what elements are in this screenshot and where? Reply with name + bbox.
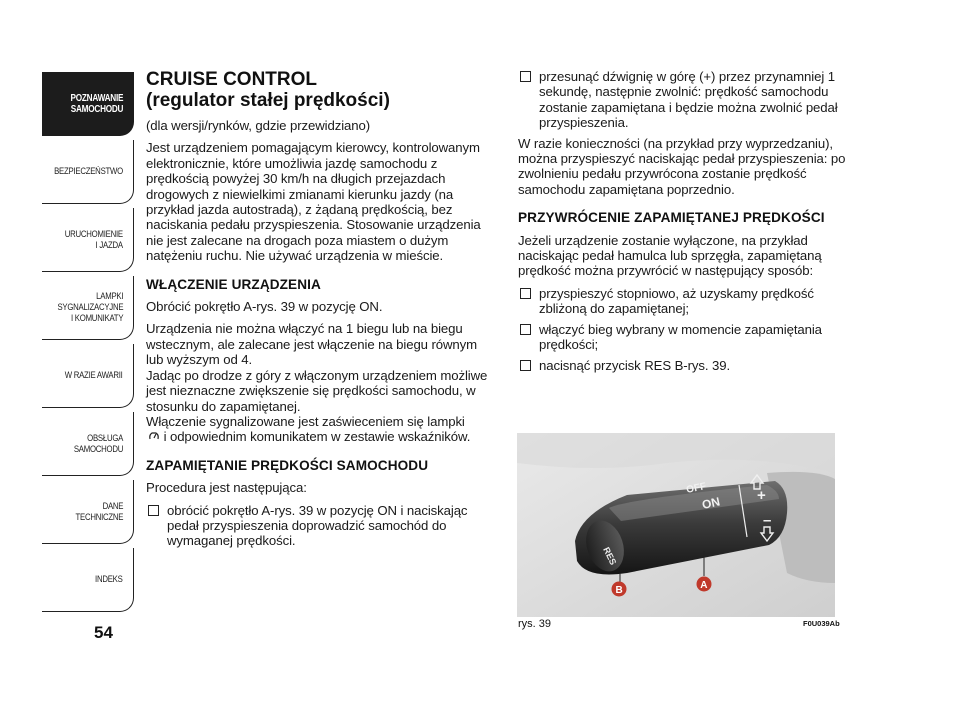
tab-poznawanie-samochodu[interactable] bbox=[42, 72, 134, 136]
on-label: ON bbox=[700, 494, 722, 512]
section-heading-store-speed: ZAPAMIĘTANIE PRĘDKOŚCI SAMOCHODU bbox=[146, 457, 429, 473]
svg-text:A: A bbox=[700, 580, 708, 591]
page-number: 54 bbox=[94, 623, 113, 642]
restore-list bbox=[518, 286, 858, 373]
minus-label: – bbox=[763, 512, 772, 529]
right-column bbox=[518, 69, 858, 378]
tab-label: URUCHOMIENIE I JAZDA bbox=[64, 228, 123, 251]
tab-label: LAMPKI SYGNALIZACYJNE I KOMUNIKATY bbox=[57, 291, 123, 324]
cruise-lamp-icon bbox=[148, 430, 160, 442]
svg-text:B: B bbox=[615, 585, 623, 596]
store-speed-intro: Procedura jest następująca: bbox=[146, 480, 307, 496]
cruise-control-lever-figure bbox=[517, 433, 835, 617]
store-speed-list bbox=[146, 503, 496, 549]
tab-label: POZNAWANIE SAMOCHODU bbox=[70, 92, 123, 115]
tab-dane-techniczne[interactable] bbox=[42, 480, 134, 544]
page-subtitle: (regulator stałej prędkości) bbox=[146, 90, 390, 111]
checkbox-bullet-icon bbox=[520, 360, 531, 371]
overtake-paragraph: W razie konieczności (na przykład przy wyprzedzaniu), można przyspieszyć naciskając pedał przyspieszenia: po zwolnieniu pedału przywrócona zostanie prędkość samochodu zapamiętana poprzednio. bbox=[518, 135, 846, 197]
checkbox-bullet-icon bbox=[520, 324, 531, 335]
restore-intro: Jeżeli urządzenie zostanie wyłączone, na przykład naciskając pedał hamulca lub sprzęgła, zapamiętaną prędkość można przywrócić w następujący sposób: bbox=[518, 232, 822, 279]
tab-uruchomienie-i-jazda[interactable] bbox=[42, 208, 134, 272]
left-column bbox=[146, 69, 496, 554]
lever-illustration bbox=[517, 433, 835, 617]
off-label: OFF bbox=[685, 481, 708, 496]
tab-w-razie-awarii[interactable] bbox=[42, 344, 134, 408]
checkbox-bullet-icon bbox=[148, 505, 159, 516]
enable-notes-end: i odpowiednim komunikatem w zestawie wskaźników. bbox=[160, 429, 471, 445]
tab-label: INDEKS bbox=[95, 574, 123, 585]
list-item: przyspieszyć stopniowo, aż uzyskamy prędkość zbliżoną do zapamiętanej; bbox=[518, 286, 858, 317]
tab-label: OBSŁUGA SAMOCHODU bbox=[73, 432, 123, 455]
enable-notes bbox=[146, 321, 496, 444]
section-heading-enable: WŁĄCZENIE URZĄDZENIA bbox=[146, 276, 321, 292]
checkbox-bullet-icon bbox=[520, 288, 531, 299]
tab-bezpieczenstwo[interactable] bbox=[42, 140, 134, 204]
figure-code: F0U039Ab bbox=[803, 619, 840, 628]
section-heading-restore-speed: PRZYWRÓCENIE ZAPAMIĘTANEJ PRĘDKOŚCI bbox=[518, 210, 825, 226]
list-item: obrócić pokrętło A-rys. 39 w pozycję ON i naciskając pedał przyspieszenia doprowadzić samochód do wymaganej prędkości. bbox=[146, 503, 496, 549]
plus-label: + bbox=[757, 487, 766, 504]
store-speed-list-continued bbox=[518, 69, 858, 131]
list-item: przesunąć dźwignię w górę (+) przez przynamniej 1 sekundę, następnie zwolnić: prędkość samochodu zostanie zapamiętana i będzie można zwolnić pedał przyspieszenia. bbox=[518, 69, 858, 131]
list-item: włączyć bieg wybrany w momencie zapamiętania prędkości; bbox=[518, 322, 858, 353]
tab-label: BEZPIECZEŃSTWO bbox=[54, 166, 123, 177]
checkbox-bullet-icon bbox=[520, 71, 531, 82]
page-title: CRUISE CONTROL bbox=[146, 69, 317, 90]
tab-indeks[interactable] bbox=[42, 548, 134, 612]
intro-paragraph: Jest urządzeniem pomagającym kierowcy, kontrolowanym elektronicznie, które umożliwia jazdę samochodu z prędkością powyżej 30 km/h na długich przejazdach drogowych z niewielkimi zmianami kierunku jazdy (na przykład jazda autostradą), z żądaną prędkością, bez naciskania pedału przyspieszenia. Stosowanie urządzenia nie jest zalecane na drogach poza miastem o dużym natężeniu ruchu. Nie używać urządzenia w mieście. bbox=[146, 140, 481, 264]
list-item: nacisnąć przycisk RES B-rys. 39. bbox=[518, 358, 858, 373]
intro-note: (dla wersji/rynków, gdzie przewidziano) bbox=[146, 118, 371, 133]
res-label: RES bbox=[601, 545, 619, 567]
tab-lampki-sygnalizacyjne[interactable] bbox=[42, 276, 134, 340]
tab-label: DANE TECHNICZNE bbox=[75, 500, 123, 523]
enable-notes-text: Urządzenia nie można włączyć na 1 biegu lub na biegu wstecznym, ale zalecane jest włączenie na biegu równym lub wyższym od 4. Jadąc po drodze z góry z włączonym urządzeniem możliwe jest nieznaczne zwiększenie się prędkości samochodu, w stosunku do zapamiętanej. Włączenie sygnalizowane jest zaświeceniem się lampki bbox=[146, 321, 488, 429]
tab-obsluga-samochodu[interactable] bbox=[42, 412, 134, 476]
enable-step: Obrócić pokrętło A-rys. 39 w pozycję ON. bbox=[146, 299, 383, 315]
figure-caption: rys. 39 bbox=[518, 618, 552, 630]
tab-label: W RAZIE AWARII bbox=[65, 370, 123, 381]
